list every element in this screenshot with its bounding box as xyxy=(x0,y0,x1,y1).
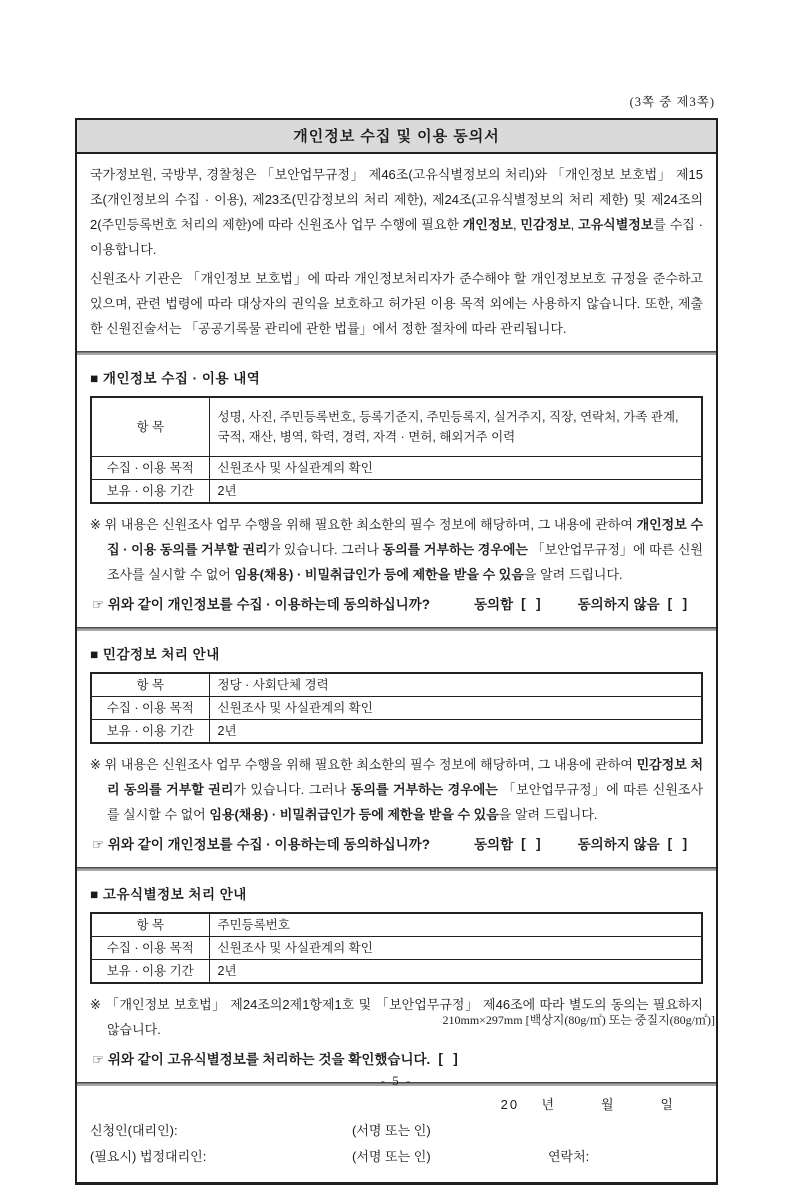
unique-id-confirm-checkbox[interactable]: [ ] xyxy=(438,1050,459,1066)
row-value: 성명, 사진, 주민등록번호, 등록기준지, 주민등록지, 실거주지, 직장, 연락처, 가족 관계, 국적, 재산, 병역, 학력, 경력, 자격 · 면허, 해외거주 이력 xyxy=(209,397,702,457)
personal-info-heading: ■ 개인정보 수집 · 이용 내역 xyxy=(90,371,261,386)
unique-id-confirm-row xyxy=(92,1048,703,1068)
page-number: - 5 - xyxy=(380,1073,413,1088)
row-label: 수집 · 이용 목적 xyxy=(91,937,209,960)
paper-spec-note: 210mm×297mm [백상지(80g/㎡) 또는 중질지(80g/㎡)] xyxy=(442,1013,715,1027)
row-label: 보유 · 이용 기간 xyxy=(91,960,209,984)
note-text: ※ 위 내용은 신원조사 업무 수행을 위해 필요한 최소한의 필수 정보에 해당하며, 그 내용에 관하여 xyxy=(90,757,637,772)
applicant-label: 신청인(대리인): xyxy=(90,1123,178,1138)
table-row xyxy=(91,457,702,480)
row-label: 항 목 xyxy=(91,397,209,457)
row-label: 수집 · 이용 목적 xyxy=(91,457,209,480)
agree-label: 동의함 xyxy=(474,837,514,852)
applicant-row xyxy=(90,1118,703,1144)
note-text: 「보안업무규정」에 따른 신원조사를 실시할 수 없어 xyxy=(107,782,704,822)
personal-consent-disagree-option xyxy=(578,593,689,613)
contact-label: 연락처: xyxy=(548,1149,590,1164)
personal-consent-question: ☞ 위와 같이 개인정보를 수집 · 이용하는데 동의하십니까? xyxy=(92,597,431,612)
disagree-label: 동의하지 않음 xyxy=(577,837,660,852)
row-value: 정당 · 사회단체 경력 xyxy=(209,673,702,697)
sensitive-consent-agree-option xyxy=(474,833,542,853)
table-row xyxy=(91,960,702,984)
note-text: ※ 위 내용은 신원조사 업무 수행을 위해 필요한 최소한의 필수 정보에 해당하며, 그 내용에 관하여 xyxy=(90,517,637,532)
personal-info-section xyxy=(77,355,716,627)
personal-consent-disagree-checkbox[interactable]: [ ] xyxy=(667,595,689,611)
table-row xyxy=(91,673,702,697)
row-value: 2년 xyxy=(209,960,702,984)
bold-right-to-refuse: 민감정보 처리 동의를 거부할 권리 xyxy=(107,757,704,797)
bold-right-to-refuse: 개인정보 수집 · 이용 동의를 거부할 권리 xyxy=(107,517,704,557)
date-line: 20 년 월 일 xyxy=(500,1097,675,1112)
sensitive-consent-question: ☞ 위와 같이 개인정보를 수집 · 이용하는데 동의하십니까? xyxy=(92,837,431,852)
personal-consent-row xyxy=(92,593,703,613)
row-label: 보유 · 이용 기간 xyxy=(91,720,209,744)
personal-info-note xyxy=(90,512,703,587)
intro-paragraph-2: 신원조사 기관은 「개인정보 보호법」에 따라 개인정보처리자가 준수해야 할 개인정보보호 규정을 준수하고 있으며, 관련 법령에 따라 대상자의 권익을 보호하고 허가된 이용 목적 외에는 사용하지 않습니다. 또한, 제출한 신원진술서는 「공공기록물 관리에 관한 법률」에서 정한 절차에 따라 관리됩니다. xyxy=(90,271,703,336)
bold-unique-id-info: 고유식별정보 xyxy=(578,217,654,232)
unique-id-table xyxy=(90,912,703,984)
table-row xyxy=(91,720,702,744)
table-row xyxy=(91,397,702,457)
personal-consent-agree-checkbox[interactable]: [ ] xyxy=(521,595,542,611)
bold-refusal-case: 동의를 거부하는 경우에는 xyxy=(350,782,498,797)
table-row xyxy=(91,937,702,960)
row-value: 신원조사 및 사실관계의 확인 xyxy=(209,457,702,480)
unique-id-note: ※ 「개인정보 보호법」 제24조의2제1항제1호 및 「보안업무규정」 제46조에 따라 별도의 동의는 필요하지 않습니다. xyxy=(90,997,703,1037)
disagree-label: 동의하지 않음 xyxy=(577,597,660,612)
row-value: 주민등록번호 xyxy=(209,913,702,937)
unique-id-heading: ■ 고유식별정보 처리 안내 xyxy=(90,887,247,902)
sensitive-consent-agree-checkbox[interactable]: [ ] xyxy=(521,835,542,851)
note-text: 을 알려 드립니다. xyxy=(498,807,598,822)
personal-info-table xyxy=(90,396,703,504)
row-value: 신원조사 및 사실관계의 확인 xyxy=(209,937,702,960)
bold-refusal-case: 동의를 거부하는 경우에는 xyxy=(382,542,528,557)
row-label: 항 목 xyxy=(91,673,209,697)
legal-sign-hint: (서명 또는 인) xyxy=(352,1149,431,1164)
personal-consent-agree-option xyxy=(474,593,542,613)
legal-representative-row xyxy=(90,1144,703,1170)
intro-text: , xyxy=(512,217,521,232)
sensitive-info-note xyxy=(90,752,703,827)
note-text: 「보안업무규정」에 따른 신원조사를 실시할 수 없어 xyxy=(107,542,703,582)
signature-section xyxy=(77,1086,716,1182)
agree-label: 동의함 xyxy=(474,597,514,612)
note-text: 가 있습니다. 그러나 xyxy=(267,542,383,557)
row-value: 2년 xyxy=(209,480,702,504)
unique-id-confirm-question: ☞ 위와 같이 고유식별정보를 처리하는 것을 확인했습니다. xyxy=(92,1052,431,1067)
bold-personal-info: 개인정보 xyxy=(462,217,513,232)
bold-sensitive-info: 민감정보 xyxy=(520,217,571,232)
row-label: 항 목 xyxy=(91,913,209,937)
row-label: 보유 · 이용 기간 xyxy=(91,480,209,504)
bold-restriction-warning: 임용(채용) · 비밀취급인가 등에 제한을 받을 수 있음 xyxy=(209,807,499,822)
row-value: 신원조사 및 사실관계의 확인 xyxy=(209,697,702,720)
table-row xyxy=(91,913,702,937)
intro-paragraph-1 xyxy=(90,162,703,262)
row-label: 수집 · 이용 목적 xyxy=(91,697,209,720)
row-value: 2년 xyxy=(209,720,702,744)
sensitive-consent-row xyxy=(92,833,703,853)
table-row xyxy=(91,480,702,504)
note-text: 을 알려 드립니다. xyxy=(523,567,623,582)
sensitive-info-table xyxy=(90,672,703,744)
sensitive-consent-disagree-option xyxy=(578,833,689,853)
intro-text: , xyxy=(570,217,579,232)
page-indicator: (3쪽 중 제3쪽) xyxy=(629,95,715,109)
unique-id-section xyxy=(77,871,716,1082)
sensitive-consent-disagree-checkbox[interactable]: [ ] xyxy=(667,835,689,851)
form-title: 개인정보 수집 및 이용 동의서 xyxy=(77,120,716,154)
intro-text: 국가정보원, 국방부, 경찰청은 「보안업무규정」 제46조(고유식별정보의 처리)와 「개인정보 보호법」 제15조(개인정보의 수집 · 이용), 제23조(민감정보의 처리 제한), 제24조(고유식별정보의 처리 제한) 및 제24조의2(주민등록번호 처리의 제한)에 따라 신원조사 업무 수행에 필요한 xyxy=(90,167,703,232)
bold-restriction-warning: 임용(채용) · 비밀취급인가 등에 제한을 받을 수 있음 xyxy=(234,567,524,582)
sensitive-info-section xyxy=(77,631,716,867)
intro-section xyxy=(77,154,716,351)
table-row xyxy=(91,697,702,720)
sensitive-info-heading: ■ 민감정보 처리 안내 xyxy=(90,647,220,662)
note-text: 가 있습니다. 그러나 xyxy=(233,782,351,797)
legal-representative-label: (필요시) 법정대리인: xyxy=(90,1149,207,1164)
applicant-sign-hint: (서명 또는 인) xyxy=(352,1123,431,1138)
intro-text: 를 수집 · 이용합니다. xyxy=(90,217,703,257)
